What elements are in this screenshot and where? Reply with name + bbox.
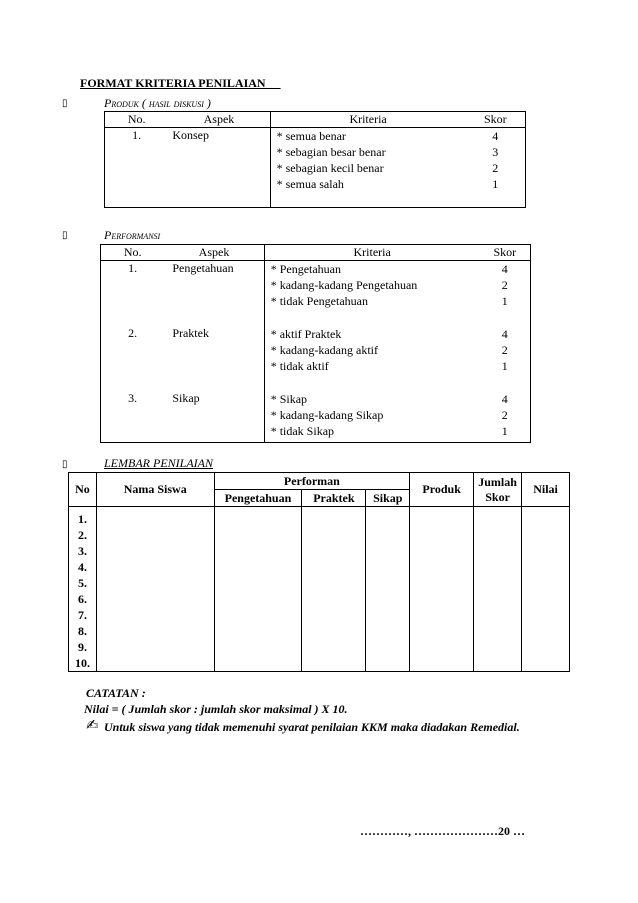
row-aspek: Praktek xyxy=(172,325,209,340)
skor-item: 4 xyxy=(501,326,508,341)
skor-item: 1 xyxy=(501,294,508,308)
row-no: 1. xyxy=(128,261,138,275)
jumlah-label: Jumlah xyxy=(478,474,517,489)
col-header-nama-siswa: Nama Siswa xyxy=(96,473,214,507)
col-header-no: No xyxy=(69,473,97,507)
cell-pengetahuan[interactable] xyxy=(214,507,302,672)
cell-praktek[interactable] xyxy=(302,507,366,672)
row-skor xyxy=(480,261,531,326)
kriteria-item: * semua benar xyxy=(276,129,346,143)
skor-item: 2 xyxy=(501,342,508,357)
row-number: 8. xyxy=(77,624,87,638)
row-number: 3. xyxy=(77,544,87,558)
row-number: 10. xyxy=(74,656,90,670)
row-aspek: Konsep xyxy=(172,128,209,142)
row-kriteria xyxy=(264,391,479,443)
table-row xyxy=(101,391,531,443)
row-no: 3. xyxy=(128,390,138,405)
col-header-performan: Performan xyxy=(214,473,410,490)
col-header-skor: Skor xyxy=(493,245,517,259)
row-number: 6. xyxy=(77,592,87,606)
row-aspek: Sikap xyxy=(172,390,200,405)
skor-item: 4 xyxy=(492,129,499,143)
row-number: 7. xyxy=(77,608,87,622)
row-no: 2. xyxy=(128,325,138,340)
cell-produk[interactable] xyxy=(410,507,474,672)
col-header-skor: Skor xyxy=(483,112,507,126)
page-title: FORMAT KRITERIA PENILAIAN xyxy=(80,76,281,90)
kriteria-item: * tidak Pengetahuan xyxy=(270,294,368,308)
kriteria-item: * Sikap xyxy=(270,391,308,406)
col-header-aspek: Aspek xyxy=(198,245,230,259)
col-header-nilai: Nilai xyxy=(522,473,570,507)
skor-item: 4 xyxy=(501,391,508,406)
table-row xyxy=(101,326,531,391)
col-header-no: No. xyxy=(127,112,146,126)
row-skor xyxy=(480,391,531,443)
skor-item: 2 xyxy=(492,161,499,175)
row-aspek: Pengetahuan xyxy=(172,261,234,275)
skor-item: 1 xyxy=(492,177,499,191)
kriteria-item: * tidak aktif xyxy=(270,358,329,373)
kriteria-item: * sebagian kecil benar xyxy=(276,161,384,175)
cell-jumlah-skor[interactable] xyxy=(474,507,522,672)
writing-hand-icon: ✍ xyxy=(86,716,99,734)
lembar-table xyxy=(68,472,570,672)
kriteria-item: * aktif Praktek xyxy=(270,326,342,341)
row-number: 5. xyxy=(77,576,87,590)
bullet-icon: ▯ xyxy=(62,230,68,241)
col-header-pengetahuan: Pengetahuan xyxy=(214,490,302,507)
catatan-label: CATATAN : xyxy=(86,686,146,700)
row-skor xyxy=(480,326,531,391)
col-header-jumlah-skor xyxy=(474,473,522,507)
row-numbers xyxy=(69,507,97,672)
col-header-kriteria: Kriteria xyxy=(270,112,465,128)
skor-item: 1 xyxy=(501,423,508,438)
row-no: 1. xyxy=(132,128,142,142)
col-header-praktek: Praktek xyxy=(302,490,366,507)
cell-nama-siswa[interactable] xyxy=(96,507,214,672)
kriteria-item: * tidak Sikap xyxy=(270,423,335,438)
skor-item: 2 xyxy=(501,278,508,292)
kriteria-item: * kadang-kadang Sikap xyxy=(270,407,384,422)
skor-item: 3 xyxy=(492,145,499,159)
col-header-no: No. xyxy=(123,245,142,259)
cell-nilai[interactable] xyxy=(522,507,570,672)
kriteria-item: * kadang-kadang Pengetahuan xyxy=(270,278,418,292)
skor-item: 4 xyxy=(501,262,508,276)
skor-item: 1 xyxy=(501,358,508,373)
row-skor xyxy=(466,128,526,208)
cell-sikap[interactable] xyxy=(366,507,410,672)
row-kriteria xyxy=(264,326,479,391)
bullet-icon: ▯ xyxy=(62,98,68,109)
col-header-aspek: Aspek xyxy=(203,112,235,126)
skor-label: Skor xyxy=(485,489,510,504)
produk-table xyxy=(104,111,526,208)
bullet-icon: ▯ xyxy=(62,459,68,470)
kriteria-item: * semua salah xyxy=(276,177,344,191)
performansi-heading: Performansi xyxy=(104,228,161,242)
col-header-kriteria: Kriteria xyxy=(264,245,479,261)
table-row xyxy=(101,261,531,326)
table-row xyxy=(69,507,570,672)
col-header-sikap: Sikap xyxy=(366,490,410,507)
produk-heading: Produk ( hasil diskusi ) xyxy=(104,96,211,110)
row-kriteria xyxy=(270,128,465,208)
kriteria-item: * sebagian besar benar xyxy=(276,145,386,159)
kriteria-item: * kadang-kadang aktif xyxy=(270,342,378,357)
catatan-remedial: Untuk siswa yang tidak memenuhi syarat penilaian KKM maka diadakan Remedial. xyxy=(104,720,520,734)
lembar-heading: LEMBAR PENILAIAN xyxy=(104,456,213,470)
col-header-produk: Produk xyxy=(410,473,474,507)
row-number: 4. xyxy=(77,560,87,574)
performansi-table xyxy=(100,244,531,443)
row-number: 1. xyxy=(77,512,87,526)
catatan-formula: Nilai = ( Jumlah skor : jumlah skor maksimal ) X 10. xyxy=(84,702,348,716)
row-number: 9. xyxy=(77,640,87,654)
kriteria-item: * Pengetahuan xyxy=(270,262,341,276)
table-row xyxy=(105,128,526,208)
row-number: 2. xyxy=(77,528,87,542)
row-kriteria xyxy=(264,261,479,326)
date-line: …………, …………………20 … xyxy=(360,824,525,838)
skor-item: 2 xyxy=(501,407,508,422)
